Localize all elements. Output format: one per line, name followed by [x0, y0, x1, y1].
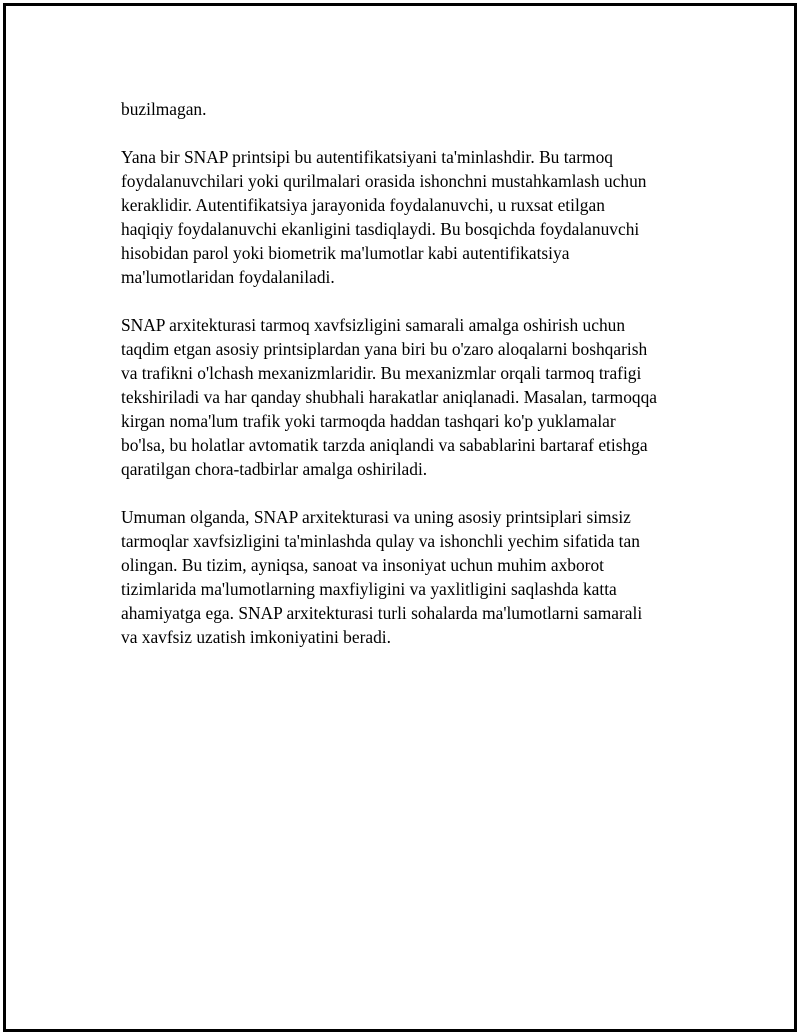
- text-line: foydalanuvchilari yoki qurilmalari orasida ishonchni mustahkamlash uchun: [121, 171, 647, 191]
- text-line: Umuman olganda, SNAP arxitekturasi va uning asosiy printsiplari simsiz: [121, 507, 631, 527]
- text-line: ahamiyatga ega. SNAP arxitekturasi turli sohalarda ma'lumotlarni samarali: [121, 603, 643, 623]
- text-line: va trafikni o'lchash mexanizmlaridir. Bu mexanizmlar orqali tarmoq trafigi: [121, 363, 642, 383]
- text-line: ma'lumotlaridan foydalaniladi.: [121, 267, 335, 287]
- text-line: olingan. Bu tizim, ayniqsa, sanoat va insoniyat uchun muhim axborot: [121, 555, 604, 575]
- paragraph: [121, 97, 701, 121]
- document-body: [121, 97, 701, 673]
- text-line: tarmoqlar xavfsizligini ta'minlashda qulay va ishonchli yechim sifatida tan: [121, 531, 640, 551]
- text-line: kirgan noma'lum trafik yoki tarmoqda haddan tashqari ko'p yuklamalar: [121, 411, 616, 431]
- text-line: tizimlarida ma'lumotlarning maxfiyligini va yaxlitligini saqlashda katta: [121, 579, 617, 599]
- paragraph: [121, 145, 701, 289]
- text-line: haqiqiy foydalanuvchi ekanligini tasdiqlaydi. Bu bosqichda foydalanuvchi: [121, 219, 640, 239]
- text-line: keraklidir. Autentifikatsiya jarayonida foydalanuvchi, u ruxsat etilgan: [121, 195, 605, 215]
- text-line: bo'lsa, bu holatlar avtomatik tarzda aniqlandi va sabablarini bartaraf etishga: [121, 435, 648, 455]
- text-line: SNAP arxitekturasi tarmoq xavfsizligini samarali amalga oshirish uchun: [121, 315, 626, 335]
- text-line: va xavfsiz uzatish imkoniyatini beradi.: [121, 627, 391, 647]
- text-line: taqdim etgan asosiy printsiplardan yana biri bu o'zaro aloqalarni boshqarish: [121, 339, 648, 359]
- text-line: Yana bir SNAP printsipi bu autentifikatsiyani ta'minlashdir. Bu tarmoq: [121, 147, 613, 167]
- text-line: hisobidan parol yoki biometrik ma'lumotlar kabi autentifikatsiya: [121, 243, 570, 263]
- paragraph: [121, 505, 701, 649]
- document-page: [3, 3, 797, 1032]
- paragraph: [121, 313, 701, 481]
- text-line: buzilmagan.: [121, 99, 207, 119]
- text-line: tekshiriladi va har qanday shubhali harakatlar aniqlanadi. Masalan, tarmoqqa: [121, 387, 658, 407]
- text-line: qaratilgan chora-tadbirlar amalga oshiriladi.: [121, 459, 428, 479]
